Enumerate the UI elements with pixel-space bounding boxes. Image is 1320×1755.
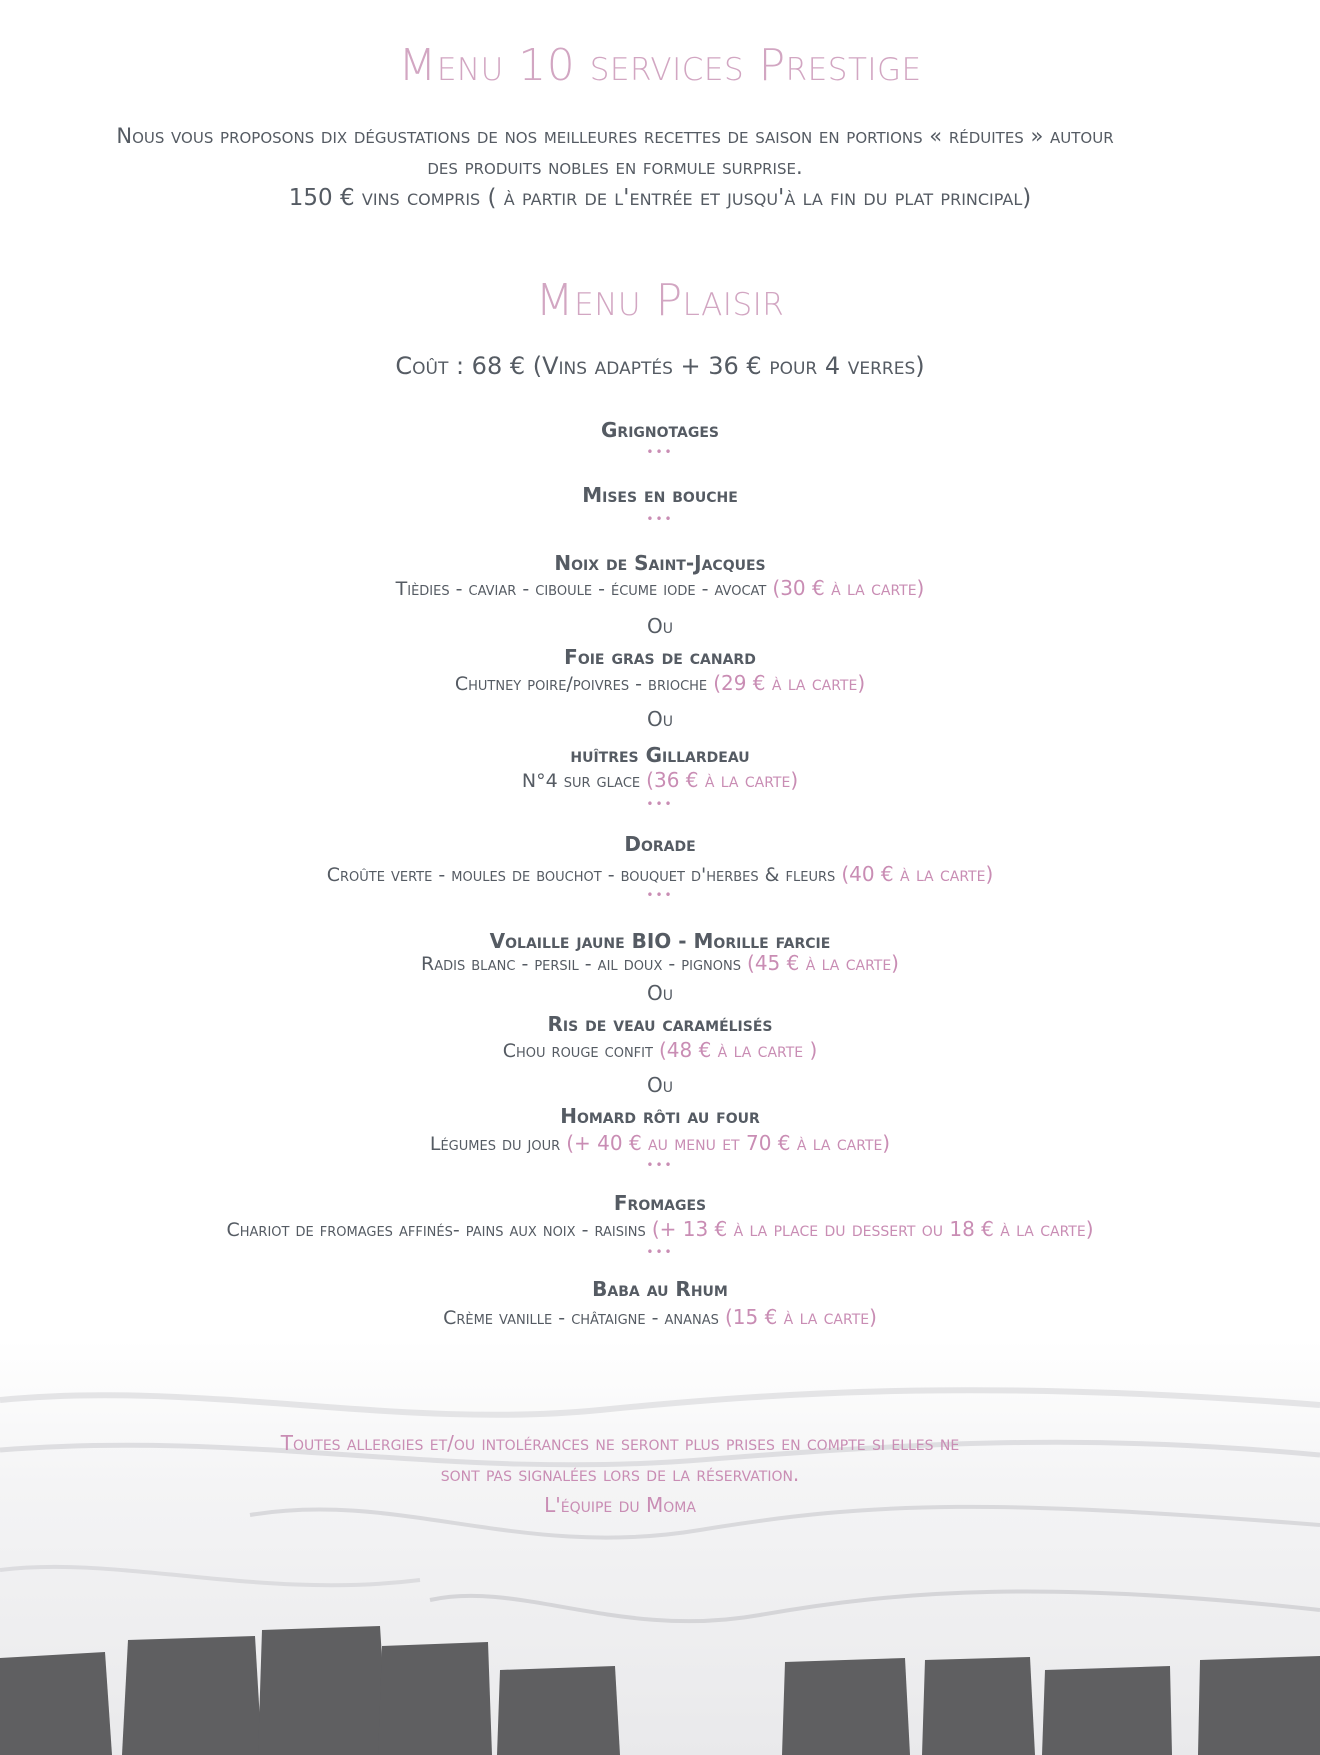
dish-description: Légumes du jour — [429, 1133, 561, 1155]
dish-description: Crème vanille - châtaigne - ananas — [443, 1307, 719, 1329]
separator-dots: ••• — [646, 1245, 674, 1259]
allergy-notice — [210, 1428, 1030, 1521]
dish-dorade-name: Dorade — [624, 832, 696, 856]
dish-price: (48 € à la carte ) — [658, 1038, 818, 1062]
dish-homard-name: Homard rôti au four — [560, 1104, 760, 1128]
prestige-intro-text: Nous vous proposons dix dégustations de nos meilleures recettes de saison en portions « réduites » autour des produits nobles en formule surprise. — [116, 124, 1114, 179]
prestige-price: 150 € vins compris ( à partir de l'entrée et jusqu'à la fin du plat principal) — [288, 185, 1032, 211]
dish-volaille-line — [0, 951, 1320, 975]
dish-homard-line — [0, 1131, 1320, 1155]
course-grignotages: Grignotages — [601, 418, 719, 442]
or-label: Ou — [647, 614, 673, 638]
dish-price: (15 € à la carte) — [724, 1305, 877, 1329]
separator-dots: ••• — [646, 888, 674, 902]
dish-huitres-line — [0, 768, 1320, 792]
dish-price: (45 € à la carte) — [747, 951, 899, 975]
plaisir-cost: Coût : 68 € (Vins adaptés + 36 € pour 4 verres) — [395, 352, 925, 380]
dish-saint-jacques-line — [0, 576, 1320, 600]
dish-description: N°4 sur glace — [521, 770, 641, 792]
dish-saint-jacques-name: Noix de Saint-Jacques — [554, 551, 766, 575]
separator-dots: ••• — [646, 1158, 674, 1172]
separator-dots: ••• — [646, 512, 674, 526]
dish-fromages-line — [0, 1217, 1320, 1241]
or-label: Ou — [647, 981, 673, 1005]
dish-huitres-name: huîtres Gillardeau — [570, 743, 750, 767]
sea-background-image — [0, 1340, 1320, 1755]
dish-baba-line — [0, 1305, 1320, 1329]
course-mises-en-bouche: Mises en bouche — [582, 483, 738, 507]
dish-price: (29 € à la carte) — [713, 671, 866, 695]
dish-description: Chou rouge confit — [502, 1040, 653, 1062]
allergy-line-1: Toutes allergies et/ou intolérances ne seront plus prises en compte si elles ne — [280, 1431, 960, 1455]
dish-baba-name: Baba au Rhum — [592, 1277, 728, 1301]
separator-dots: ••• — [646, 797, 674, 811]
prestige-menu-title: Menu 10 services Prestige — [398, 40, 922, 91]
dish-description: Chariot de fromages affinés- pains aux noix - raisins — [226, 1219, 646, 1241]
dish-foie-gras-name: Foie gras de canard — [564, 645, 756, 669]
dish-description: Radis blanc - persil - ail doux - pignons — [421, 953, 741, 975]
dish-price: (30 € à la carte) — [772, 576, 925, 600]
dish-price: (+ 13 € à la place du dessert ou 18 € à la carte) — [651, 1217, 1094, 1241]
dish-ris-de-veau-name: Ris de veau caramélisés — [547, 1012, 773, 1036]
dish-dorade-line — [0, 862, 1320, 886]
dish-description: Chutney poire/poivres - brioche — [454, 673, 708, 695]
dish-price: (36 € à la carte) — [646, 768, 799, 792]
plaisir-menu-title: Menu Plaisir — [535, 275, 785, 326]
team-signature: L'équipe du Moma — [544, 1493, 696, 1517]
dish-fromages-name: Fromages — [613, 1191, 707, 1215]
or-label: Ou — [647, 1073, 673, 1097]
separator-dots: ••• — [646, 445, 674, 459]
dish-description: Tièdies - caviar - ciboule - écume iode - avocat — [395, 578, 767, 600]
dish-volaille-name: Volaille jaune BIO - Morille farcie — [489, 929, 831, 953]
dish-price: (+ 40 € au menu et 70 € à la carte) — [566, 1131, 891, 1155]
dish-price: (40 € à la carte) — [841, 862, 994, 886]
or-label: Ou — [647, 707, 673, 731]
dish-foie-gras-line — [0, 671, 1320, 695]
dish-description: Croûte verte - moules de bouchot - bouquet d'herbes & fleurs — [326, 864, 836, 886]
allergy-line-2: sont pas signalées lors de la réservation. — [440, 1462, 800, 1486]
dish-ris-de-veau-line — [0, 1038, 1320, 1062]
